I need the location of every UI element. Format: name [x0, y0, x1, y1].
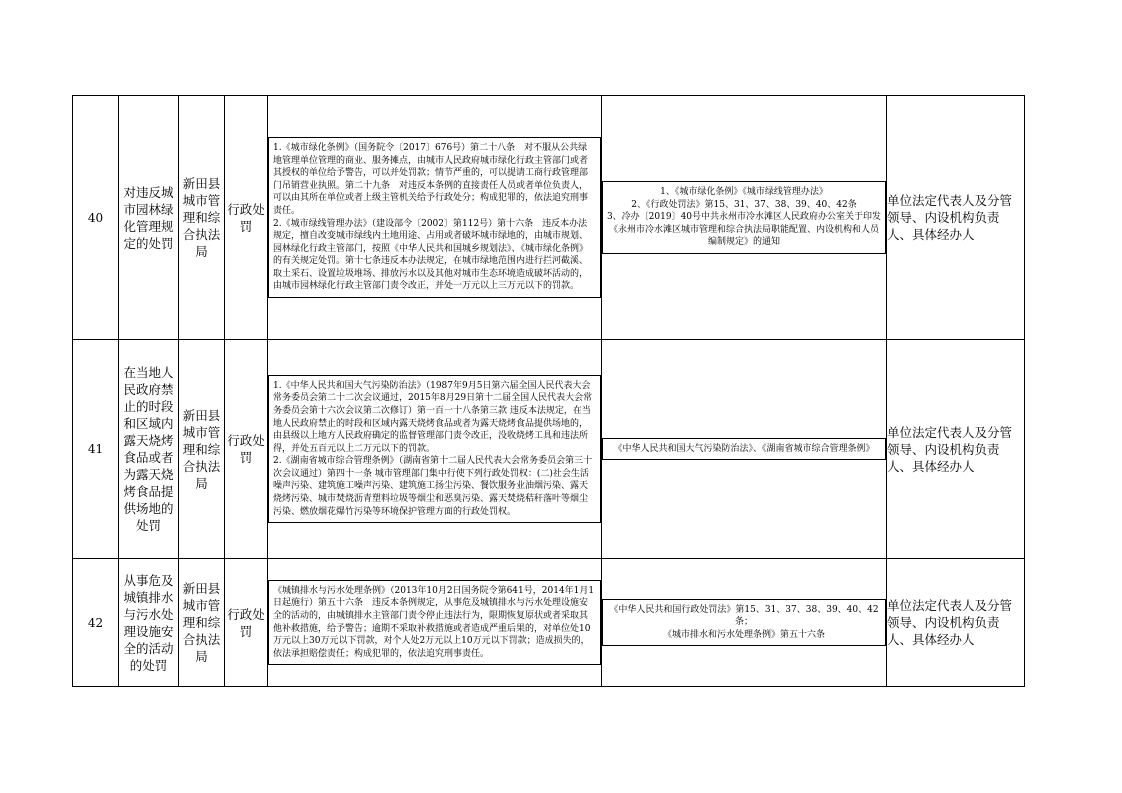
enforcement-agency: 新田县城市管理和综合执法局: [179, 96, 225, 340]
row-number: 40: [73, 96, 119, 340]
legal-basis-cell: [268, 559, 602, 687]
reference-text: 《中华人民共和国行政处罚法》第15、31、37、38、39、40、42条； 《城市排水和污水处理条例》第五十六条: [609, 604, 879, 640]
reference-box: [602, 438, 886, 461]
legal-basis-cell: [268, 340, 602, 559]
power-type: 行政处罚: [225, 96, 268, 340]
reference-cell: [602, 96, 887, 340]
row-number: 41: [73, 340, 119, 559]
table-row: [73, 340, 1025, 559]
responsible-persons: 单位法定代表人及分管领导、内设机构负责人、具体经办人: [887, 96, 1025, 340]
item-name: 在当地人民政府禁止的时段和区域内露天烧烤食品或者为露天烧烤食品提供场地的处罚: [119, 340, 179, 559]
legal-basis-box: [268, 580, 601, 666]
responsible-persons: 单位法定代表人及分管领导、内设机构负责人、具体经办人: [887, 340, 1025, 559]
legal-basis-text: 1.《中华人民共和国大气污染防治法》（1987年9月5日第六届全国人民代表大会常务委员会第二十二次会议通过，2015年8月29日第十二届全国人民代表大会常务委员会第十六次会议第二次修订）第一百一十八条第三款 违反本法规定，在当地人民政府禁止的时段和区域内露天烧烤食品或者为露天烧烤食品提供场地的，由县级以上地方人民政府确定的监督管理部门责令改正，没收烧烤工具和违法所得，并处五百元以上二万元以下的罚款。 2.《湖南省城市综合管理条例》（湖南省第十二届人民代表大会常务委员会第三十次会议通过）第四十一条 城市管理部门集中行使下列行政处罚权：(二)社会生活噪声污染、建筑施工噪声污染、建筑施工扬尘污染、餐饮服务业油烟污染、露天烧烤污染、城市焚烧沥青塑料垃圾等烟尘和恶臭污染、露天焚烧秸秆落叶等烟尘污染、燃放烟花爆竹污染等环境保护管理方面的行政处罚权。: [273, 380, 593, 517]
enforcement-agency: 新田县城市管理和综合执法局: [179, 559, 225, 687]
row-number: 42: [73, 559, 119, 687]
table-row: [73, 559, 1025, 687]
table-row: [73, 96, 1025, 340]
reference-text: 1、《城市绿化条例》《城市绿线管理办法》 2、《行政处罚法》第15、31、37、38、39、40、42条 3、冷办〔2019〕40号中共永州市冷水滩区人民政府办公室关于印发《永州市冷水滩区城市管理和综合执法局职能配置、内设机构和人员编制规定》的通知: [606, 187, 882, 248]
responsible-persons: 单位法定代表人及分管领导、内设机构负责人、具体经办人: [887, 559, 1025, 687]
legal-basis-box: [268, 137, 601, 298]
enforcement-agency: 新田县城市管理和综合执法局: [179, 340, 225, 559]
penalty-table: [72, 95, 1025, 687]
power-type: 行政处罚: [225, 559, 268, 687]
item-name: 从事危及城镇排水与污水处理设施安全的活动的处罚: [119, 559, 179, 687]
reference-cell: [602, 340, 887, 559]
power-type: 行政处罚: [225, 340, 268, 559]
legal-basis-box: [268, 375, 601, 524]
reference-box: [602, 599, 886, 647]
legal-basis-cell: [268, 96, 602, 340]
reference-cell: [602, 559, 887, 687]
legal-basis-text: 1.《城市绿化条例》（国务院令〔2017〕676号）第二十八条 对不服从公共绿地管理单位管理的商业、服务摊点，由城市人民政府城市绿化行政主管部门或者其授权的单位给予警告，可以并处罚款；情节严重的，可以提请工商行政管理部门吊销营业执照。第二十九条 对违反本条例的直接责任人员或者单位负责人，可以由其所在单位或者上级主管机关给予行政处分；构成犯罪的，依法追究刑事责任。 2.《城市绿线管理办法》（建设部令〔2002〕第112号）第十六条 违反本办法规定，擅自改变城市绿线内土地用途、占用或者破坏城市绿地的，由城市规划、园林绿化行政主管部门，按照《中华人民共和国城乡规划法》、《城市绿化条例》的有关规定处罚。第十七条违反本办法规定，在城市绿地范围内进行拦河截溪、取土采石、设置垃圾堆场、排放污水以及其他对城市生态环境造成破坏活动的，由城市园林绿化行政主管部门责令改正，并处一万元以上三万元以下的罚款。: [273, 142, 589, 292]
reference-text: 《中华人民共和国大气污染防治法》、《湖南省城市综合管理条例》: [613, 443, 875, 454]
legal-basis-text: 《城镇排水与污水处理条例》（2013年10月2日国务院令第641号，2014年1月1日起施行）第五十六条 违反本条例规定，从事危及城镇排水与污水处理设施安全的活动的，由城镇排水主管部门责令停止违法行为，限期恢复原状或者采取其他补救措施，给予警告；逾期不采取补救措施或者造成严重后果的，对单位处10万元以上30万元以下罚款，对个人处2万元以上10万元以下罚款；造成损失的，依法承担赔偿责任；构成犯罪的，依法追究刑事责任。: [273, 585, 595, 659]
item-name: 对违反城市园林绿化管理规定的处罚: [119, 96, 179, 340]
reference-box: [602, 181, 886, 254]
